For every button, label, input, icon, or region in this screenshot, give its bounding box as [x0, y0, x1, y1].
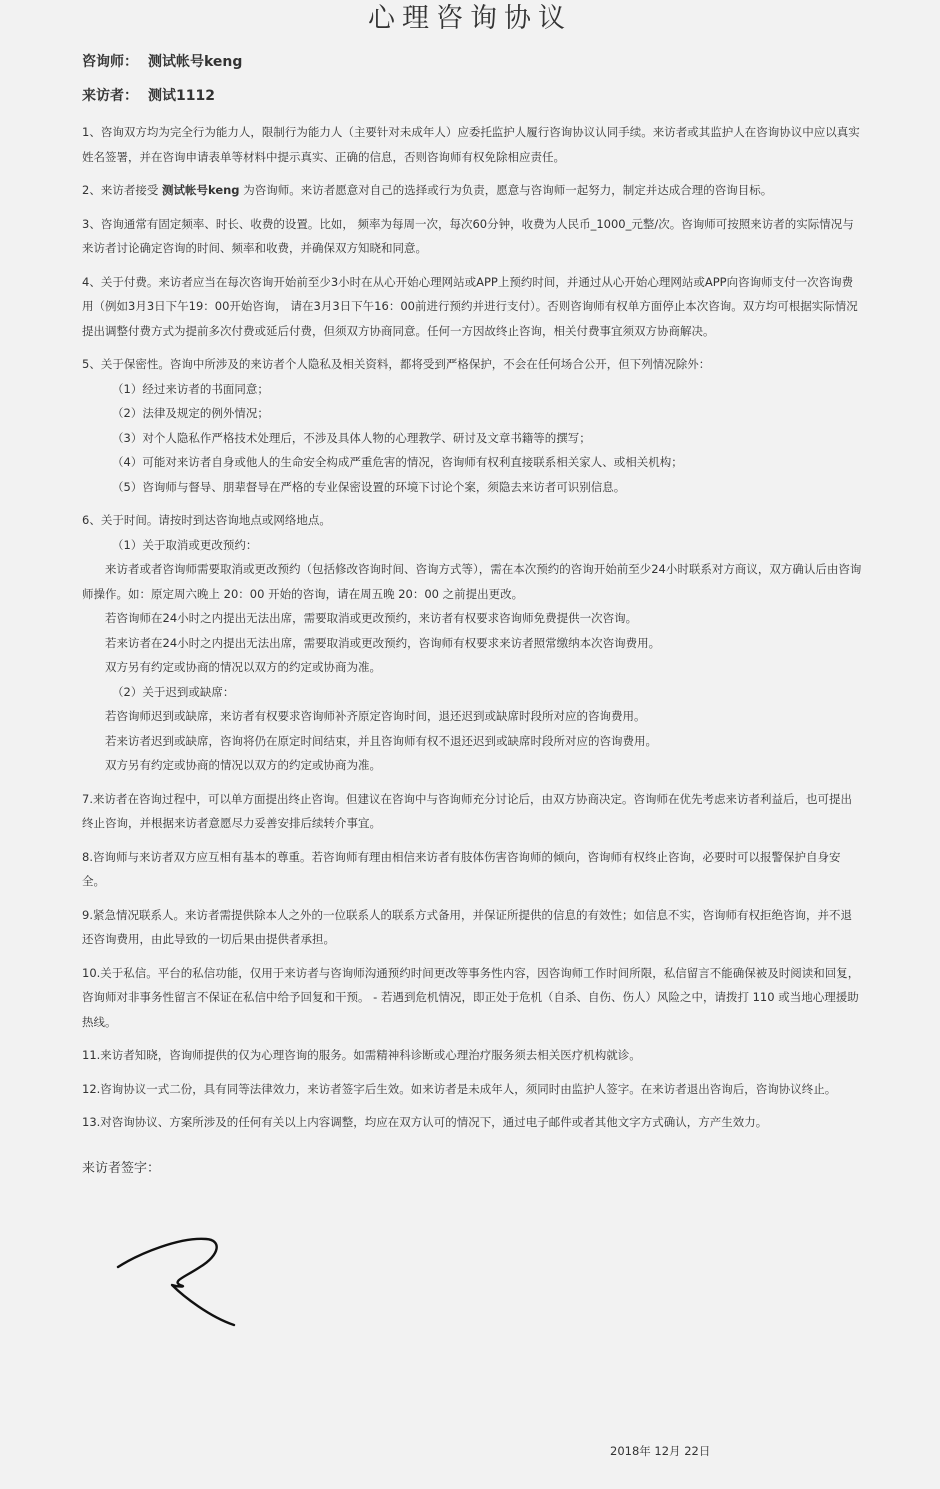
term-2 [82, 178, 862, 203]
counselor-name: 测试帐号keng [148, 54, 243, 70]
term-5-item: （1）经过来访者的书面同意； [112, 381, 269, 396]
term-8: 8.咨询师与来访者双方应互相有基本的尊重。若咨询师有理由相信来访者有肢体伤害咨询师的倾向，咨询师有权终止咨询，必要时可以报警保护自身安全。 [82, 849, 841, 888]
term-6-paragraph: 若来访者在24小时之内提出无法出席，需要取消或更改预约，咨询师有权要求来访者照常缴纳本次咨询费用。 [105, 635, 661, 650]
term-11: 11.来访者知晓，咨询师提供的仅为心理咨询的服务。如需精神科诊断或心理治疗服务须去相关医疗机构就诊。 [82, 1048, 641, 1062]
term-6 [82, 508, 862, 778]
term-6-subheading-cancel: （1）关于取消或更改预约： [112, 537, 258, 552]
term-7: 7.来访者在咨询过程中，可以单方面提出终止咨询。但建议在咨询中与咨询师充分讨论后，由双方协商决定。咨询师在优先考虑来访者利益后，也可提出终止咨询，并根据来访者意愿尽力妥善安排后续转介事宜。 [82, 791, 852, 830]
term-10: 10.关于私信。平台的私信功能，仅用于来访者与咨询师沟通预约时间更改等事务性内容，因咨询师工作时间所限，私信留言不能确保被及时阅读和回复，咨询师对非事务性留言不保证在私信中给予回复和干预。 - 若遇到危机情况，即正处于危机（自杀、自伤、伤人）风险之中，请拨打 110 或当地心理援助热线。 [82, 965, 860, 1029]
term-4: 4、关于付费。来访者应当在每次咨询开始前至少3小时在从心开始心理网站或APP上预约时间，并通过从心开始心理网站或APP向咨询师支付一次咨询费用（例如3月3日下午19：00开始咨询， 请在3月3日下午16：00前进行预约并进行支付）。否则咨询师有权单方面停止本次咨询。双方均可根据实际情况提出调整付费方式为提前多次付费或延后付费，但须双方协商同意。任何一方因故终止咨询，相关付费事宜须双方协商解决。 [82, 274, 858, 338]
term-6-subheading-late: （2）关于迟到或缺席： [112, 684, 235, 699]
term-6-paragraph: 来访者或者咨询师需要取消或更改预约（包括修改咨询时间、咨询方式等），需在本次预约的咨询开始前至少24小时联系对方商议，双方确认后由咨询师操作。如：原定周六晚上 20：00 开始的咨询，请在周五晚 20：00 之前提出更改。 [82, 562, 862, 601]
term-6-paragraph: 若咨询师在24小时之内提出无法出席，需要取消或更改预约，来访者有权要求咨询师免费提供一次咨询。 [105, 611, 638, 625]
client-signature [110, 1225, 240, 1335]
signature-label: 来访者签字： [82, 1161, 161, 1176]
signature-date: 2018年 12月 22日 [610, 1444, 711, 1458]
page-title: 心理咨询协议 [368, 3, 572, 34]
term-13: 13.对咨询协议、方案所涉及的任何有关以上内容调整，均应在双方认可的情况下，通过电子邮件或者其他文字方式确认，方产生效力。 [82, 1115, 768, 1129]
term-12: 12.咨询协议一式二份，具有同等法律效力，来访者签字后生效。如来访者是未成年人，须同时由监护人签字。在来访者退出咨询后，咨询协议终止。 [82, 1081, 837, 1096]
term-2-counselor-name: 测试帐号keng [161, 183, 240, 197]
term-9: 9.紧急情况联系人。来访者需提供除本人之外的一位联系人的联系方式备用，并保证所提供的信息的有效性；如信息不实，咨询师有权拒绝咨询，并不退还咨询费用，由此导致的一切后果由提供者承担。 [82, 907, 852, 946]
term-2-suffix: 为咨询师。来访者愿意对自己的选择或行为负责，愿意与咨询师一起努力，制定并达成合理的咨询目标。 [239, 183, 773, 197]
counselor-line [82, 52, 242, 72]
term-6-paragraph: 若来访者迟到或缺席，咨询将仍在原定时间结束，并且咨询师有权不退还迟到或缺席时段所对应的咨询费用。 [105, 733, 657, 748]
term-6-paragraph: 若咨询师迟到或缺席，来访者有权要求咨询师补齐原定咨询时间，退还迟到或缺席时段所对应的咨询费用。 [105, 709, 646, 723]
term-1: 1、咨询双方均为完全行为能力人，限制行为能力人（主要针对未成年人）应委托监护人履行咨询协议认同手续。来访者或其监护人在咨询协议中应以真实姓名签署，并在咨询申请表单等材料中提示真实、正确的信息，否则咨询师有权免除相应责任。 [82, 125, 860, 164]
client-label: 来访者： [82, 88, 138, 104]
term-5-item: （3）对个人隐私作严格技术处理后，不涉及具体人物的心理教学、研讨及文章书籍等的撰写； [112, 430, 591, 445]
counselor-label: 咨询师： [82, 54, 138, 70]
term-5-item: （4）可能对来访者自身或他人的生命安全构成严重危害的情况，咨询师有权利直接联系相关家人、或相关机构； [112, 455, 683, 469]
client-name: 测试1112 [148, 88, 215, 104]
client-line [82, 86, 215, 106]
term-2-prefix: 2、来访者接受 [82, 183, 162, 197]
term-5-item: （5）咨询师与督导、朋辈督导在严格的专业保密设置的环境下讨论个案，须隐去来访者可识别信息。 [112, 479, 626, 494]
term-5-intro: 5、关于保密性。咨询中所涉及的来访者个人隐私及相关资料，都将受到严格保护，不会在任何场合公开，但下列情况除外： [82, 357, 711, 371]
agreement-terms [82, 120, 862, 1144]
term-6-paragraph: 双方另有约定或协商的情况以双方的约定或协商为准。 [105, 758, 381, 772]
term-5-item: （2）法律及规定的例外情况； [112, 406, 269, 420]
term-5 [82, 352, 862, 499]
term-6-paragraph: 双方另有约定或协商的情况以双方的约定或协商为准。 [105, 660, 381, 674]
term-3: 3、咨询通常有固定频率、时长、收费的设置。比如， 频率为每周一次，每次60分钟，收费为人民币_1000_元整/次。咨询师可按照来访者的实际情况与来访者讨论确定咨询的时间、频率和收费，并确保双方知晓和同意。 [82, 216, 854, 255]
term-6-intro: 6、关于时间。请按时到达咨询地点或网络地点。 [82, 513, 331, 527]
